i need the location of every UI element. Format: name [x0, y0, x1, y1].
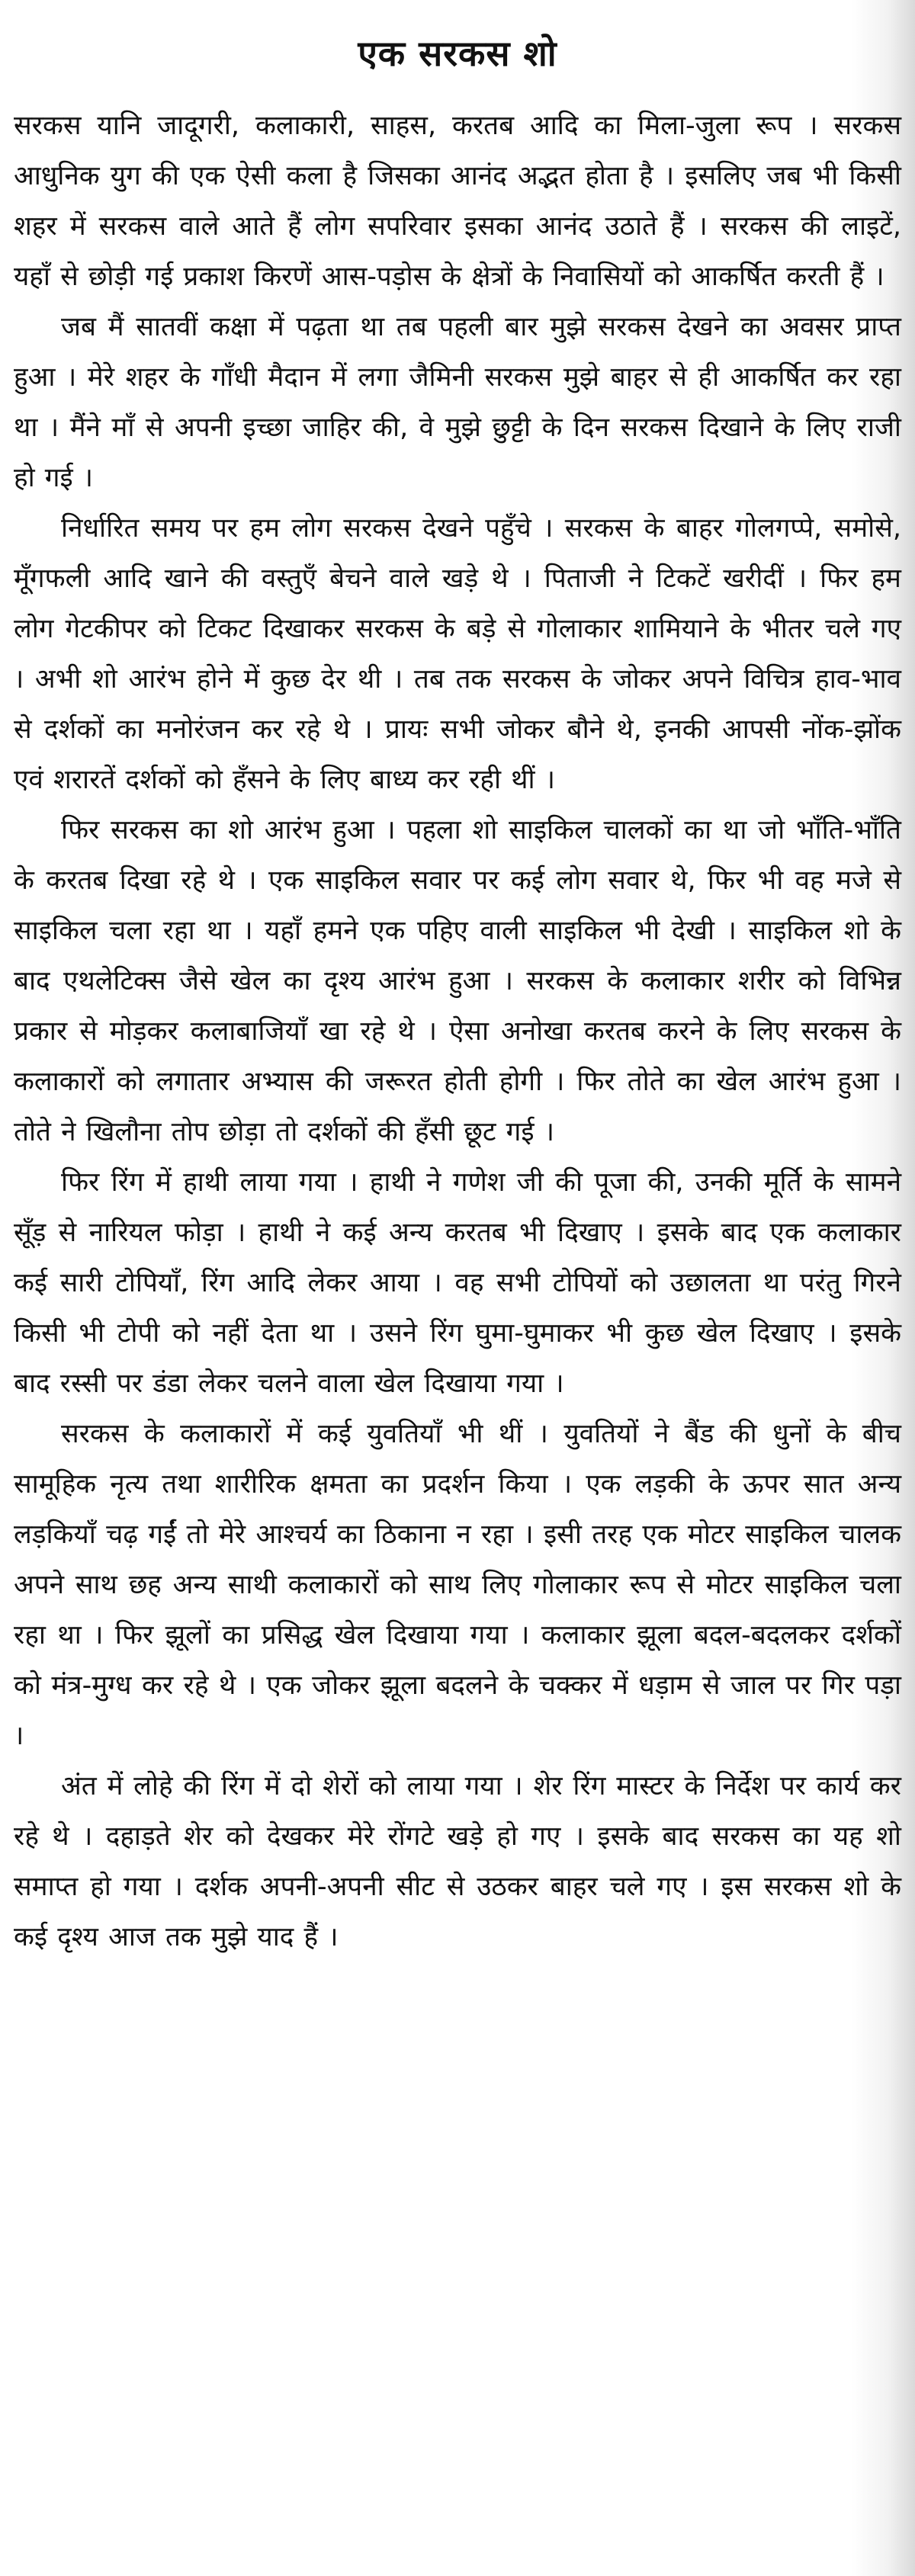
essay-paragraph-2: जब मैं सातवीं कक्षा में पढ़ता था तब पहली बार मुझे सरकस देखने का अवसर प्राप्त हुआ । मेरे शहर के गाँधी मैदान में लगा जैमिनी सरकस मुझे बाहर से ही आकर्षित कर रहा था । मैंने माँ से अपनी इच्छा जाहिर की, वे मुझे छुट्टी के दिन सरकस दिखाने के लिए राजी हो गई ।: [14, 312, 901, 493]
essay-paragraph-4: फिर सरकस का शो आरंभ हुआ । पहला शो साइकिल चालकों का था जो भाँति-भाँति के करतब दिखा रहे थे । एक साइकिल सवार पर कई लोग सवार थे, फिर भी वह मजे से साइकिल चला रहा था । यहाँ हमने एक पहिए वाली साइकिल भी देखी । साइकिल शो के बाद एथलेटिक्स जैसे खेल का दृश्य आरंभ हुआ । सरकस के कलाकार शरीर को विभिन्न प्रकार से मोड़कर कलाबाजियाँ खा रहे थे । ऐसा अनोखा करतब करने के लिए सरकस के कलाकारों को लगातार अभ्यास की जरूरत होती होगी । फिर तोते का खेल आरंभ हुआ । तोते ने खिलौना तोप छोड़ा तो दर्शकों की हँसी छूट गई ।: [14, 815, 901, 1147]
essay-paragraph-5: फिर रिंग में हाथी लाया गया । हाथी ने गणेश जी की पूजा की, उनकी मूर्ति के सामने सूँड़ से नारियल फोड़ा । हाथी ने कई अन्य करतब भी दिखाए । इसके बाद एक कलाकार कई सारी टोपियाँ, रिंग आदि लेकर आया । वह सभी टोपियों को उछालता था परंतु गिरने किसी भी टोपी को नहीं देता था । उसने रिंग घुमा-घुमाकर भी कुछ खेल दिखाए । इसके बाद रस्सी पर डंडा लेकर चलने वाला खेल दिखाया गया ।: [14, 1167, 901, 1399]
essay-paragraph-1: सरकस यानि जादूगरी, कलाकारी, साहस, करतब आदि का मिला-जुला रूप । सरकस आधुनिक युग की एक ऐसी कला है जिसका आनंद अद्भत होता है । इसलिए जब भी किसी शहर में सरकस वाले आते हैं लोग सपरिवार इसका आनंद उठाते हैं । सरकस की लाइटें, यहाँ से छोड़ी गई प्रकाश किरणें आस-पड़ोस के क्षेत्रों के निवासियों को आकर्षित करती हैं ।: [14, 111, 901, 292]
essay-paragraph-3: निर्धारित समय पर हम लोग सरकस देखने पहुँचे । सरकस के बाहर गोलगप्पे, समोसे, मूँगफली आदि खाने की वस्तुएँ बेचने वाले खड़े थे । पिताजी ने टिकटें खरीदीं । फिर हम लोग गेटकीपर को टिकट दिखाकर सरकस के बड़े से गोलाकार शामियाने के भीतर चले गए । अभी शो आरंभ होने में कुछ देर थी । तब तक सरकस के जोकर अपने विचित्र हाव-भाव से दर्शकों का मनोरंजन कर रहे थे । प्रायः सभी जोकर बौने थे, इनकी आपसी नोंक-झोंक एवं शरारतें दर्शकों को हँसने के लिए बाध्य कर रही थीं ।: [14, 513, 901, 795]
essay-title: एक सरकस शो: [358, 33, 557, 74]
essay-paragraph-6: सरकस के कलाकारों में कई युवतियाँ भी थीं । युवतियों ने बैंड की धुनों के बीच सामूहिक नृत्य तथा शारीरिक क्षमता का प्रदर्शन किया । एक लड़की के ऊपर सात अन्य लड़कियाँ चढ़ गईं तो मेरे आश्चर्य का ठिकाना न रहा । इसी तरह एक मोटर साइकिल चालक अपने साथ छह अन्य साथी कलाकारों को साथ लिए गोलाकार रूप से मोटर साइकिल चला रहा था । फिर झूलों का प्रसिद्ध खेल दिखाया गया । कलाकार झूला बदल-बदलकर दर्शकों को मंत्र-मुग्ध कर रहे थे । एक जोकर झूला बदलने के चक्कर में धड़ाम से जाल पर गिर पड़ा ।: [14, 1419, 901, 1751]
essay-paragraph-7: अंत में लोहे की रिंग में दो शेरों को लाया गया । शेर रिंग मास्टर के निर्देश पर कार्य कर रहे थे । दहाड़ते शेर को देखकर मेरे रोंगटे खड़े हो गए । इसके बाद सरकस का यह शो समाप्त हो गया । दर्शक अपनी-अपनी सीट से उठकर बाहर चले गए । इस सरकस शो के कई दृश्य आज तक मुझे याद हैं ।: [14, 1771, 901, 1952]
